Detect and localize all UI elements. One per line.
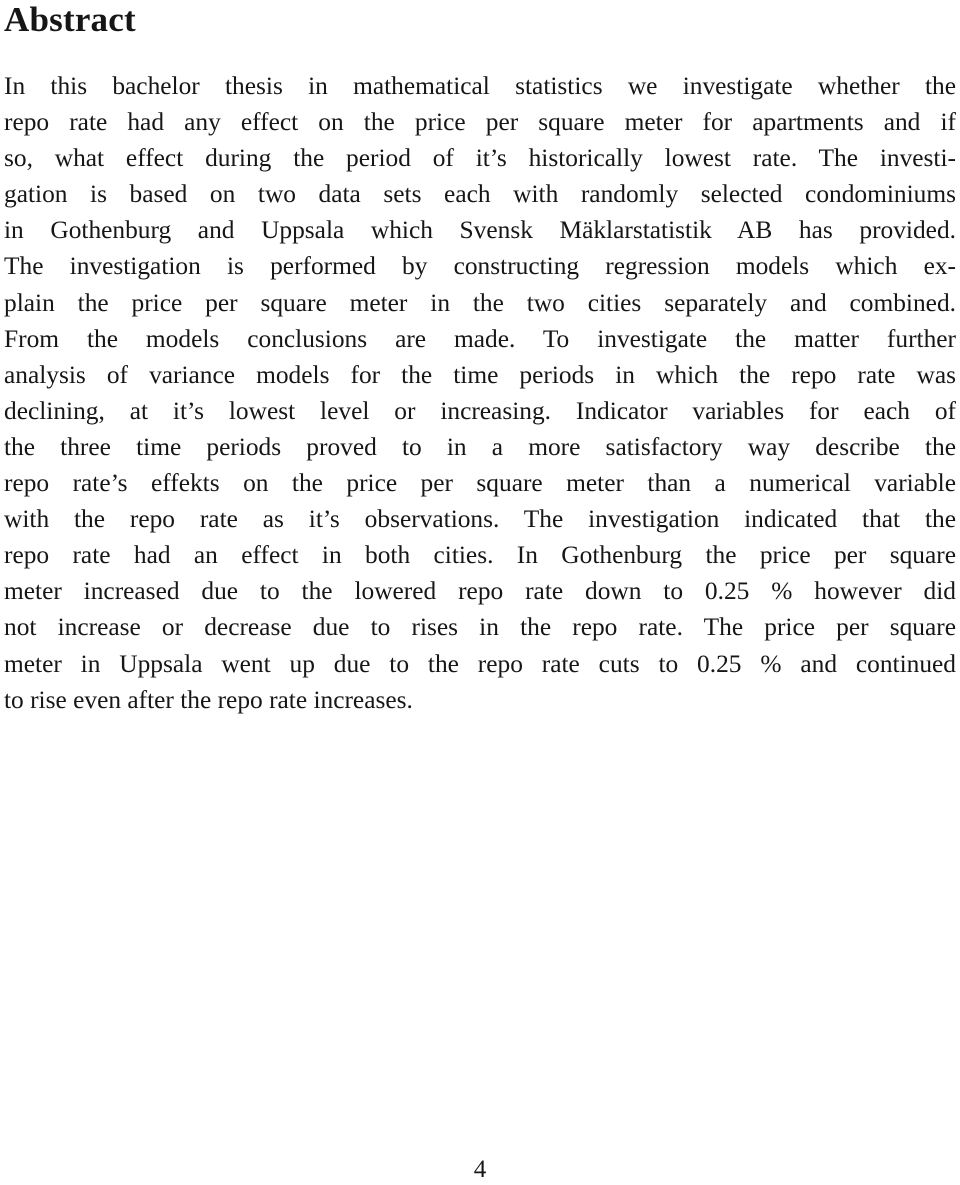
abstract-line-14: repo rate had an effect in both cities. In Gothenburg the price per square [4, 541, 956, 570]
abstract-line-17: meter in Uppsala went up due to the repo rate cuts to 0.25 % and continued [4, 649, 956, 678]
abstract-line-11: the three time periods proved to in a more satisfactory way describe the [4, 432, 956, 461]
abstract-line-2: repo rate had any effect on the price per square meter for apartments and if [4, 108, 956, 137]
abstract-line-12: repo rate’s effekts on the price per square meter than a numerical variable [4, 469, 956, 498]
page-number: 4 [473, 1156, 487, 1183]
abstract-line-6: The investigation is performed by constructing regression models which ex- [4, 252, 956, 281]
abstract-line-8: From the models conclusions are made. To investigate the matter further [4, 324, 956, 353]
abstract-line-7: plain the price per square meter in the two cities separately and combined. [4, 288, 956, 317]
abstract-line-16: not increase or decrease due to rises in the repo rate. The price per square [4, 613, 956, 642]
abstract-line-15: meter increased due to the lowered repo rate down to 0.25 % however did [4, 577, 956, 606]
abstract-line-4: gation is based on two data sets each with randomly selected condominiums [4, 180, 956, 209]
abstract-paragraph [4, 68, 956, 718]
section-heading-abstract: Abstract [4, 0, 136, 39]
abstract-line-10: declining, at it’s lowest level or increasing. Indicator variables for each of [4, 396, 956, 425]
abstract-line-13: with the repo rate as it’s observations. The investigation indicated that the [4, 505, 956, 534]
abstract-line-5: in Gothenburg and Uppsala which Svensk Mäklarstatistik AB has provided. [4, 216, 956, 245]
abstract-line-9: analysis of variance models for the time periods in which the repo rate was [4, 360, 956, 389]
abstract-line-1: In this bachelor thesis in mathematical statistics we investigate whether the [4, 72, 956, 100]
abstract-line-3: so, what effect during the period of it’s historically lowest rate. The investi- [4, 144, 956, 173]
abstract-line-18: to rise even after the repo rate increases. [4, 685, 413, 714]
